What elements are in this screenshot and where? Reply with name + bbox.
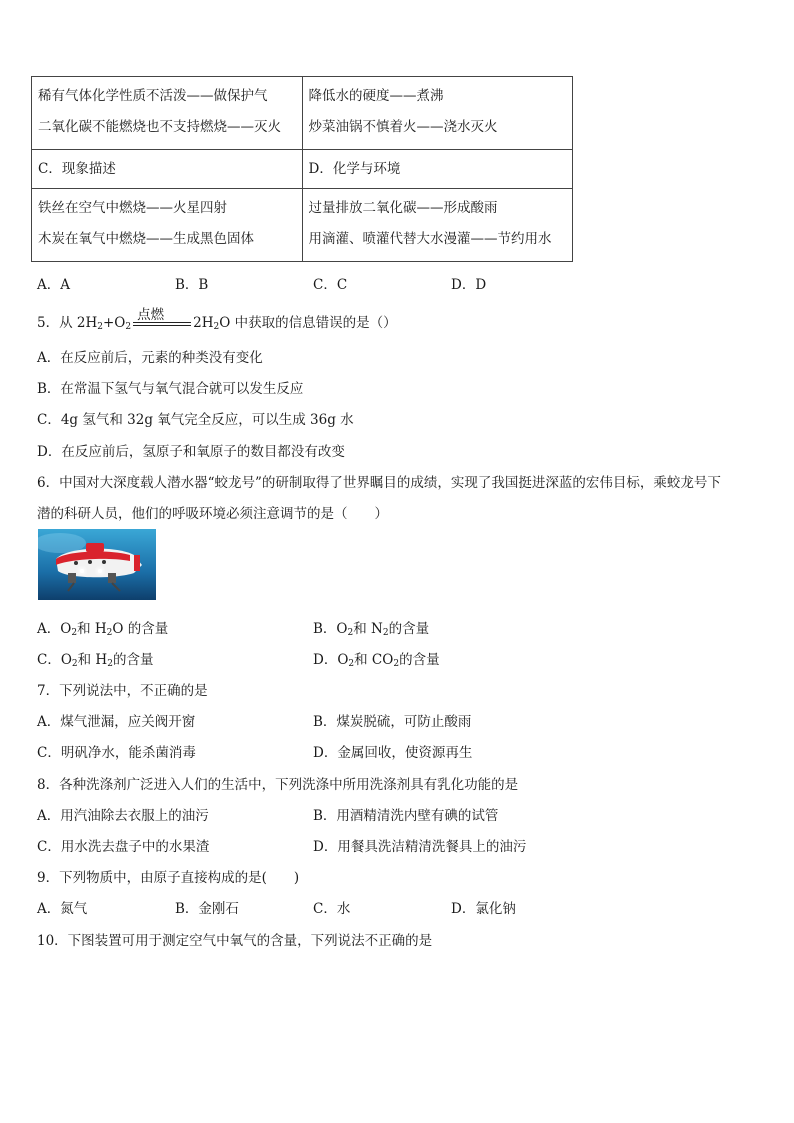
q7-option-b[interactable]: B．煤炭脱硫，可防止酸雨 <box>313 714 472 730</box>
table-header-c: C．现象描述 <box>32 150 303 189</box>
answer-table <box>31 76 573 262</box>
option-text: 和 H <box>77 621 107 637</box>
q6-stem-line2: 潜的科研人员，他们的呼吸环境必须注意调节的是（ ） <box>37 506 388 522</box>
subscript: 2 <box>106 628 113 638</box>
option-text: O 的含量 <box>112 621 169 637</box>
q9-option-d[interactable]: D．氯化钠 <box>451 901 516 917</box>
q9-option-a[interactable]: A．氮气 <box>37 901 88 917</box>
q5-text: +O <box>102 315 126 331</box>
q8-option-c[interactable]: C．用水洗去盘子中的水果渣 <box>37 839 210 855</box>
q5-option-b[interactable]: B．在常温下氢气与氧气混合就可以发生反应 <box>37 381 304 397</box>
table-line: 二氧化碳不能燃烧也不支持燃烧——灭火 <box>38 119 281 135</box>
reaction-condition: 点燃 <box>137 306 165 323</box>
q9-option-b[interactable]: B．金刚石 <box>175 901 239 917</box>
q8-option-d[interactable]: D．用餐具洗洁精清洗餐具上的油污 <box>313 839 527 855</box>
q4-option-c[interactable]: C．C <box>313 277 348 293</box>
q9-stem: 9．下列物质中，由原子直接构成的是( ) <box>37 870 300 886</box>
option-text: C．O <box>37 652 72 668</box>
subscript: 2 <box>71 659 78 669</box>
q8-option-a[interactable]: A．用汽油除去衣服上的油污 <box>37 808 209 824</box>
subscript: 2 <box>393 659 400 669</box>
table-line: 木炭在氧气中燃烧——生成黑色固体 <box>38 231 254 247</box>
q5-text: 5．从 2H <box>37 315 98 331</box>
table-header-d: D．化学与环境 <box>302 150 573 189</box>
q10-stem: 10．下图装置可用于测定空气中氧气的含量，下列说法不正确的是 <box>37 933 433 949</box>
option-text: 和 N <box>353 621 383 637</box>
q9-option-c[interactable]: C．水 <box>313 901 351 917</box>
q5-option-a[interactable]: A．在反应前后，元素的种类没有变化 <box>37 350 263 366</box>
table-cell-d <box>302 189 573 262</box>
q5-text: O 中获取的信息错误的是（） <box>219 315 397 331</box>
subscript: 2 <box>382 628 389 638</box>
table-cell-b <box>302 77 573 150</box>
option-text: A．O <box>37 621 72 637</box>
q6-option-d[interactable] <box>313 648 440 669</box>
q5-option-c[interactable]: C．4g 氢气和 32g 氧气完全反应，可以生成 36g 水 <box>37 412 354 428</box>
subscript: 2 <box>347 628 354 638</box>
subscript: 2 <box>125 322 132 332</box>
option-text: 的含量 <box>112 652 154 668</box>
option-text: B．O <box>313 621 348 637</box>
q5-text: 2H <box>193 315 214 331</box>
subscript: 2 <box>213 322 220 332</box>
q4-option-d[interactable]: D．D <box>451 277 487 293</box>
q4-option-b[interactable]: B．B <box>175 277 209 293</box>
option-text: 和 H <box>77 652 108 668</box>
q5-option-d[interactable]: D．在反应前后，氢原子和氧原子的数目都没有改变 <box>37 444 345 460</box>
q4-option-a[interactable]: A．A <box>37 277 70 293</box>
q6-option-a[interactable] <box>37 617 168 638</box>
table-line: 降低水的硬度——煮沸 <box>308 88 444 104</box>
table-line: 炒菜油锅不慎着火——浇水灭火 <box>308 119 498 135</box>
table-cell-c <box>32 189 303 262</box>
option-text: 的含量 <box>399 652 440 668</box>
table-line: 稀有气体化学性质不活泼——做保护气 <box>38 88 268 104</box>
subscript: 2 <box>348 659 355 669</box>
reaction-arrow <box>133 306 191 331</box>
table-line: 铁丝在空气中燃烧——火星四射 <box>38 200 227 216</box>
table-cell-a <box>32 77 303 150</box>
q6-stem-line1: 6．中国对大深度载人潜水器“蛟龙号”的研制取得了世界瞩目的成绩，实现了我国挺进深蓝的宏伟目标，乘蛟龙号下 <box>37 475 721 491</box>
option-text: 和 CO <box>354 652 394 668</box>
option-text: 的含量 <box>388 621 430 637</box>
q6-option-c[interactable] <box>37 648 153 669</box>
q8-option-b[interactable]: B．用酒精清洗内壁有碘的试管 <box>313 808 499 824</box>
q8-stem: 8．各种洗涤剂广泛进入人们的生活中，下列洗涤中所用洗涤剂具有乳化功能的是 <box>37 777 519 793</box>
subscript: 2 <box>97 322 103 332</box>
q6-option-b[interactable] <box>313 617 429 638</box>
option-text: D．O <box>313 652 349 668</box>
q7-stem: 7．下列说法中，不正确的是 <box>37 683 208 699</box>
q5-stem <box>37 306 397 332</box>
q7-option-d[interactable]: D．金属回收，使资源再生 <box>313 745 473 761</box>
submarine-image <box>38 529 156 600</box>
q7-option-c[interactable]: C．明矾净水，能杀菌消毒 <box>37 745 196 761</box>
table-line: 用滴灌、喷灌代替大水漫灌——节约用水 <box>308 231 552 247</box>
subscript: 2 <box>71 628 78 638</box>
table-line: 过量排放二氧化碳——形成酸雨 <box>308 200 498 216</box>
q7-option-a[interactable]: A．煤气泄漏，应关阀开窗 <box>37 714 196 730</box>
subscript: 2 <box>107 659 113 669</box>
